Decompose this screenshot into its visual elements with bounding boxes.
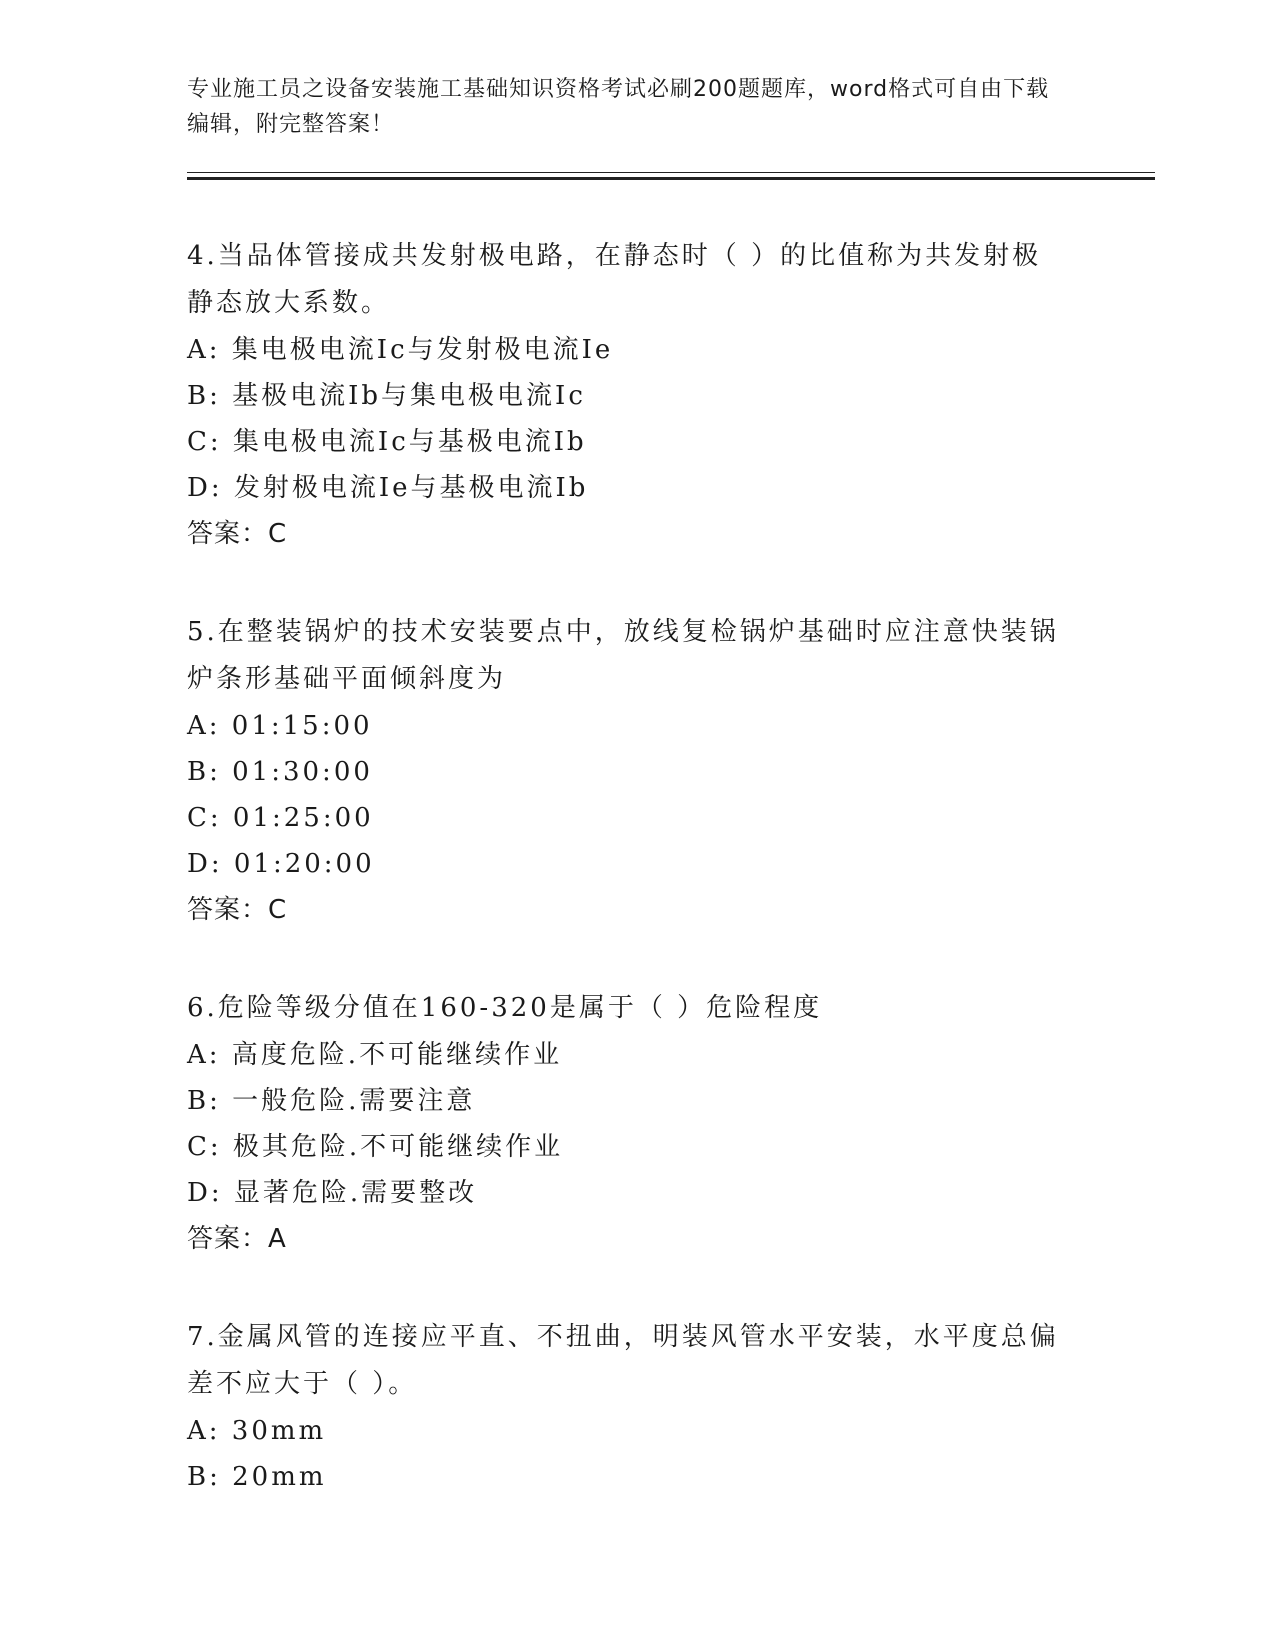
answer: 答案：C	[187, 895, 288, 925]
option-a: A: 集电极电流Ic与发射极电流Ie	[187, 335, 614, 365]
header-divider-thin	[187, 172, 1155, 173]
question-4	[187, 233, 1087, 557]
option-b: B: 20mm	[187, 1462, 327, 1492]
option-d: D: 发射极电流Ie与基极电流Ib	[187, 473, 589, 503]
option-c: C: 极其危险.不可能继续作业	[187, 1132, 564, 1162]
option-a: A: 01:15:00	[187, 711, 373, 741]
question-list	[187, 233, 1087, 1552]
answer: 答案：C	[187, 519, 288, 549]
option-d: D: 01:20:00	[187, 849, 375, 879]
option-b: B: 01:30:00	[187, 757, 373, 787]
document-header: 专业施工员之设备安装施工基础知识资格考试必刷200题题库，word格式可自由下载编辑，附完整答案！	[187, 77, 1050, 137]
option-b: B: 一般危险.需要注意	[187, 1086, 476, 1116]
question-6	[187, 985, 1087, 1262]
question-stem: 6.危险等级分值在160-320是属于（ ）危险程度	[187, 993, 823, 1023]
question-7	[187, 1314, 1087, 1500]
option-d: D: 显著危险.需要整改	[187, 1178, 478, 1208]
option-a: A: 高度危险.不可能继续作业	[187, 1040, 563, 1070]
header-divider-thick	[187, 177, 1155, 180]
question-stem: 5.在整装锅炉的技术安装要点中，放线复检锅炉基础时应注意快装锅炉条形基础平面倾斜度为	[187, 617, 1059, 694]
option-a: A: 30mm	[187, 1416, 327, 1446]
question-5	[187, 609, 1087, 933]
question-stem: 7.金属风管的连接应平直、不扭曲，明装风管水平安装，水平度总偏差不应大于（ ）。	[187, 1322, 1059, 1399]
option-c: C: 01:25:00	[187, 803, 374, 833]
option-b: B: 基极电流Ib与集电极电流Ic	[187, 381, 586, 411]
option-c: C: 集电极电流Ic与基极电流Ib	[187, 427, 587, 457]
answer: 答案：A	[187, 1224, 287, 1254]
question-stem: 4.当品体管接成共发射极电路，在静态时（ ）的比值称为共发射极静态放大系数。	[187, 241, 1042, 318]
